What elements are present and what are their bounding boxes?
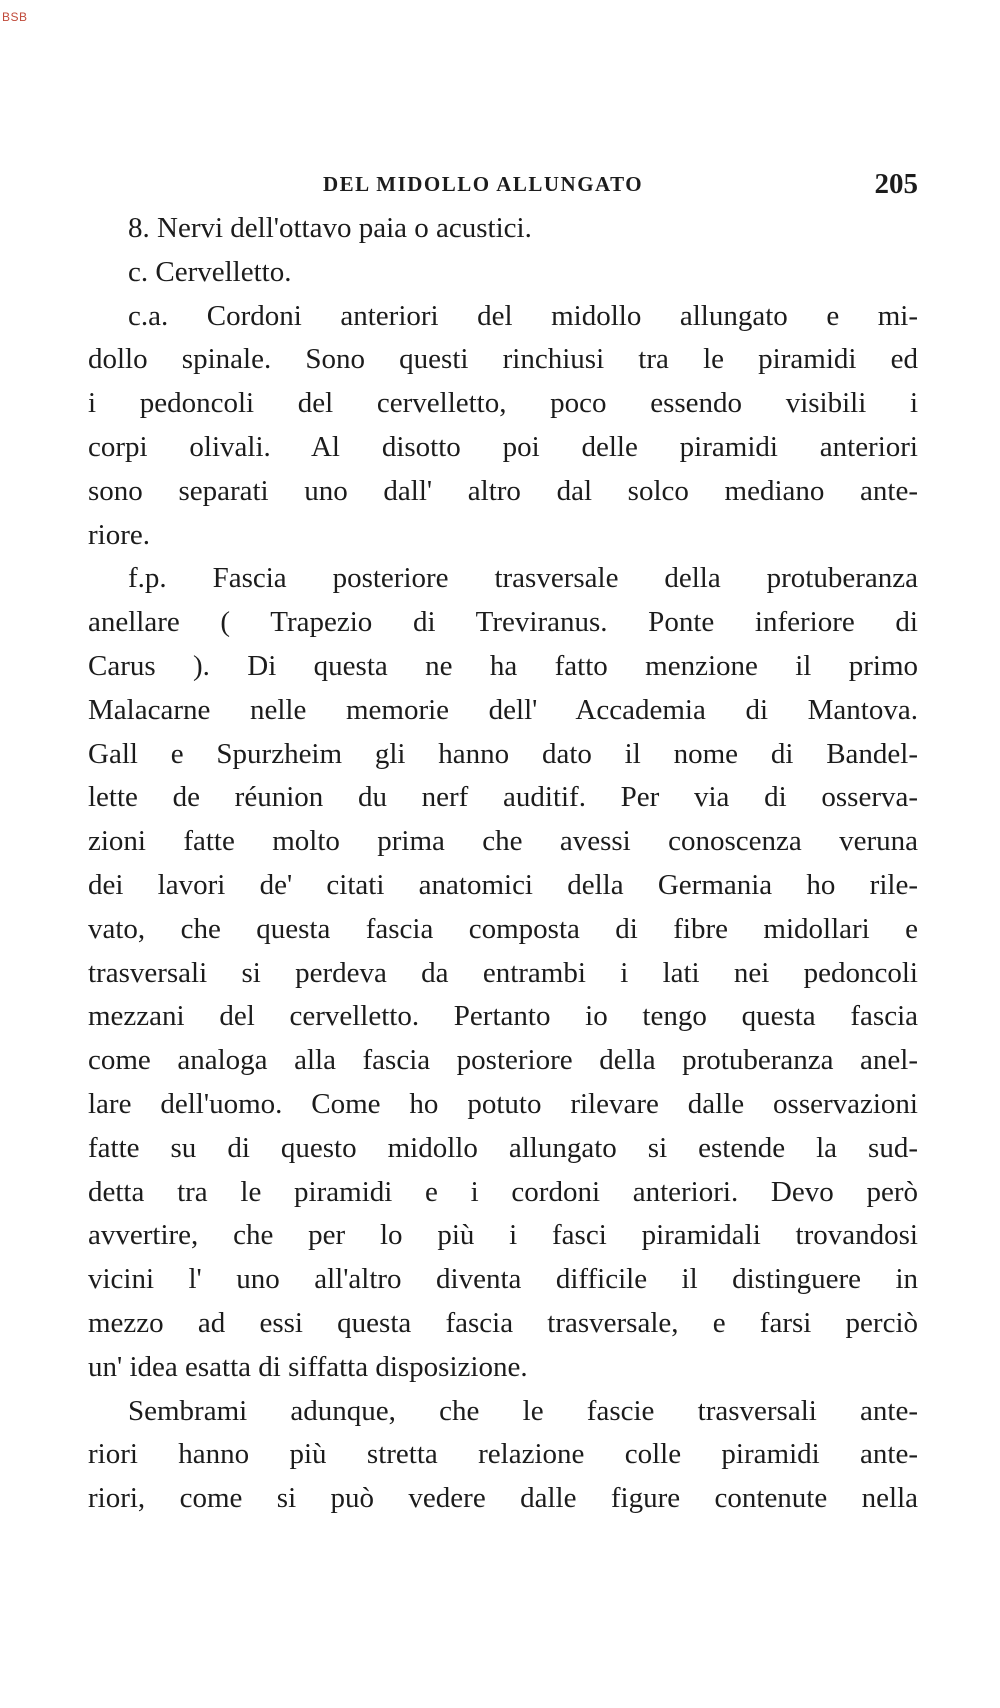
body-text [88, 207, 918, 1521]
text-line: detta tra le piramidi e i cordoni anteriori. Devo però [88, 1175, 918, 1208]
text-line: sono separati uno dall' altro dal solco mediano ante- [88, 474, 918, 507]
text-line: riore. [88, 518, 150, 551]
text-line: lare dell'uomo. Come ho potuto rilevare dalle osservazioni [88, 1087, 918, 1120]
text-line: mezzani del cervelletto. Pertanto io tengo questa fascia [88, 1000, 918, 1033]
text-line: 8. Nervi dell'ottavo paia o acustici. [128, 212, 532, 244]
text-line: riori hanno più stretta relazione colle piramidi ante- [88, 1438, 918, 1471]
running-title: DEL MIDOLLO ALLUNGATO [323, 172, 644, 196]
text-line: lette de réunion du nerf auditif. Per via di osserva- [88, 781, 918, 814]
text-line: Gall e Spurzheim gli hanno dato il nome di Bandel- [88, 737, 918, 770]
text-line: trasversali si perdeva da entrambi i lati nei pedoncoli [88, 956, 918, 989]
text-line: riori, come si può vedere dalle figure contenute nella [88, 1482, 918, 1515]
text-line: Carus ). Di questa ne ha fatto menzione il primo [88, 649, 918, 682]
library-stamp: BSB [2, 10, 28, 24]
text-line: f.p. Fascia posteriore trasversale della protuberanza [128, 562, 918, 595]
text-line: c. Cervelletto. [128, 255, 292, 288]
text-line: c.a. Cordoni anteriori del midollo allungato e mi- [128, 299, 918, 332]
text-line: corpi olivali. Al disotto poi delle piramidi anteriori [88, 430, 918, 463]
text-line: Sembrami adunque, che le fascie trasversali ante- [128, 1394, 918, 1427]
page-header [88, 168, 918, 208]
text-line: anellare ( Trapezio di Treviranus. Ponte inferiore di [88, 606, 918, 639]
text-line: zioni fatte molto prima che avessi conoscenza veruna [88, 825, 918, 858]
text-line: mezzo ad essi questa fascia trasversale, e farsi perciò [88, 1306, 918, 1339]
text-line: i pedoncoli del cervelletto, poco essendo visibili i [88, 387, 918, 420]
text-line: Malacarne nelle memorie dell' Accademia di Mantova. [88, 693, 918, 726]
text-line: un' idea esatta di siffatta disposizione. [88, 1350, 528, 1383]
text-line: vicini l' uno all'altro diventa difficile il distinguere in [88, 1263, 918, 1296]
text-line: fatte su di questo midollo allungato si estende la sud- [88, 1131, 918, 1164]
text-line: dei lavori de' citati anatomici della Germania ho rile- [88, 868, 918, 901]
text-line: come analoga alla fascia posteriore della protuberanza anel- [88, 1044, 918, 1077]
text-line: vato, che questa fascia composta di fibre midollari e [88, 912, 918, 945]
text-line: dollo spinale. Sono questi rinchiusi tra le piramidi ed [88, 343, 918, 376]
text-line: avvertire, che per lo più i fasci piramidali trovandosi [88, 1219, 918, 1252]
page-number: 205 [874, 168, 918, 200]
